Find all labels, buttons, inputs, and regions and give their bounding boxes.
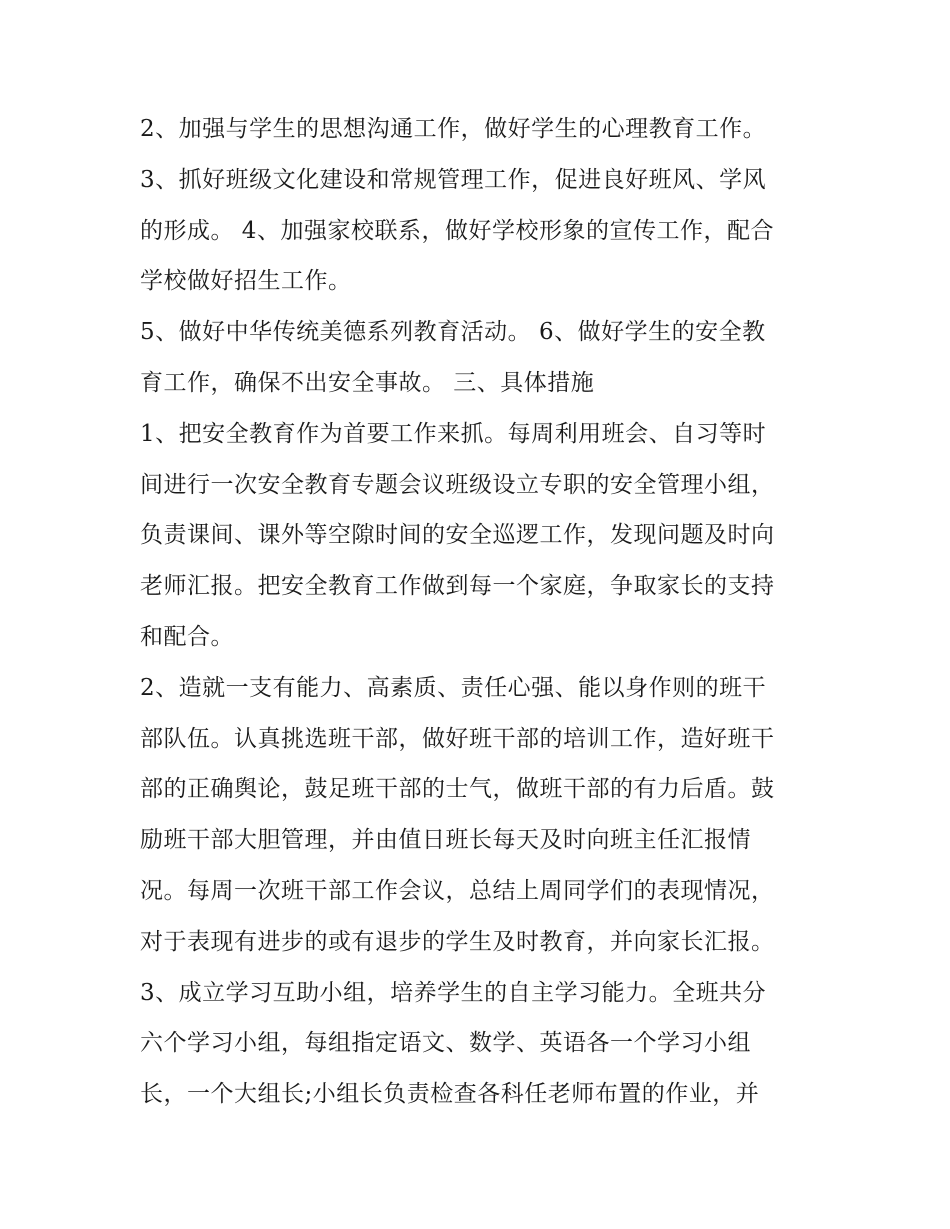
text-line: 间进行一次安全教育专题会议班级设立专职的安全管理小组， bbox=[140, 471, 775, 498]
text-line: 2、加强与学生的思想沟通工作，做好学生的心理教育工作。 bbox=[140, 116, 767, 142]
text-line: 学校做好招生工作。 bbox=[140, 268, 352, 295]
text-line: 六个学习小组，每组指定语文、数学、英语各一个学习小组 bbox=[140, 1030, 751, 1057]
text-line: 3、成立学习互助小组，培养学生的自主学习能力。全班共分 bbox=[140, 979, 767, 1006]
text-line: 况。每周一次班干部工作会议，总结上周同学们的表现情况， bbox=[140, 877, 775, 904]
text-line: 老师汇报。把安全教育工作做到每一个家庭，争取家长的支持 bbox=[140, 573, 775, 600]
text-line: 1、把安全教育作为首要工作来抓。每周利用班会、自习等时 bbox=[140, 420, 767, 447]
text-line: 5、做好中华传统美德系列教育活动。 6、做好学生的安全教 bbox=[140, 319, 766, 346]
text-line: 3、抓好班级文化建设和常规管理工作，促进良好班风、学风 bbox=[140, 166, 767, 193]
text-line: 部的正确舆论，鼓足班干部的士气，做班干部的有力后盾。鼓 bbox=[140, 776, 775, 803]
text-line: 育工作，确保不出安全事故。 三、具体措施 bbox=[140, 369, 595, 396]
text-line: 部队伍。认真挑选班干部，做好班干部的培训工作，造好班干 bbox=[140, 725, 775, 752]
text-line: 和配合。 bbox=[140, 623, 234, 650]
document-body bbox=[140, 104, 830, 1120]
text-line: 2、造就一支有能力、高素质、责任心强、能以身作则的班干 bbox=[140, 674, 767, 701]
text-line: 励班干部大胆管理，并由值日班长每天及时向班主任汇报情 bbox=[140, 827, 751, 854]
text-line: 的形成。 4、加强家校联系，做好学校形象的宣传工作，配合 bbox=[140, 217, 774, 244]
text-line: 对于表现有进步的或有退步的学生及时教育，并向家长汇报。 bbox=[140, 928, 775, 955]
text-line: 长，一个大组长;小组长负责检查各科任老师布置的作业，并 bbox=[140, 1081, 760, 1108]
text-line: 负责课间、课外等空隙时间的安全巡逻工作，发现问题及时向 bbox=[140, 522, 775, 549]
